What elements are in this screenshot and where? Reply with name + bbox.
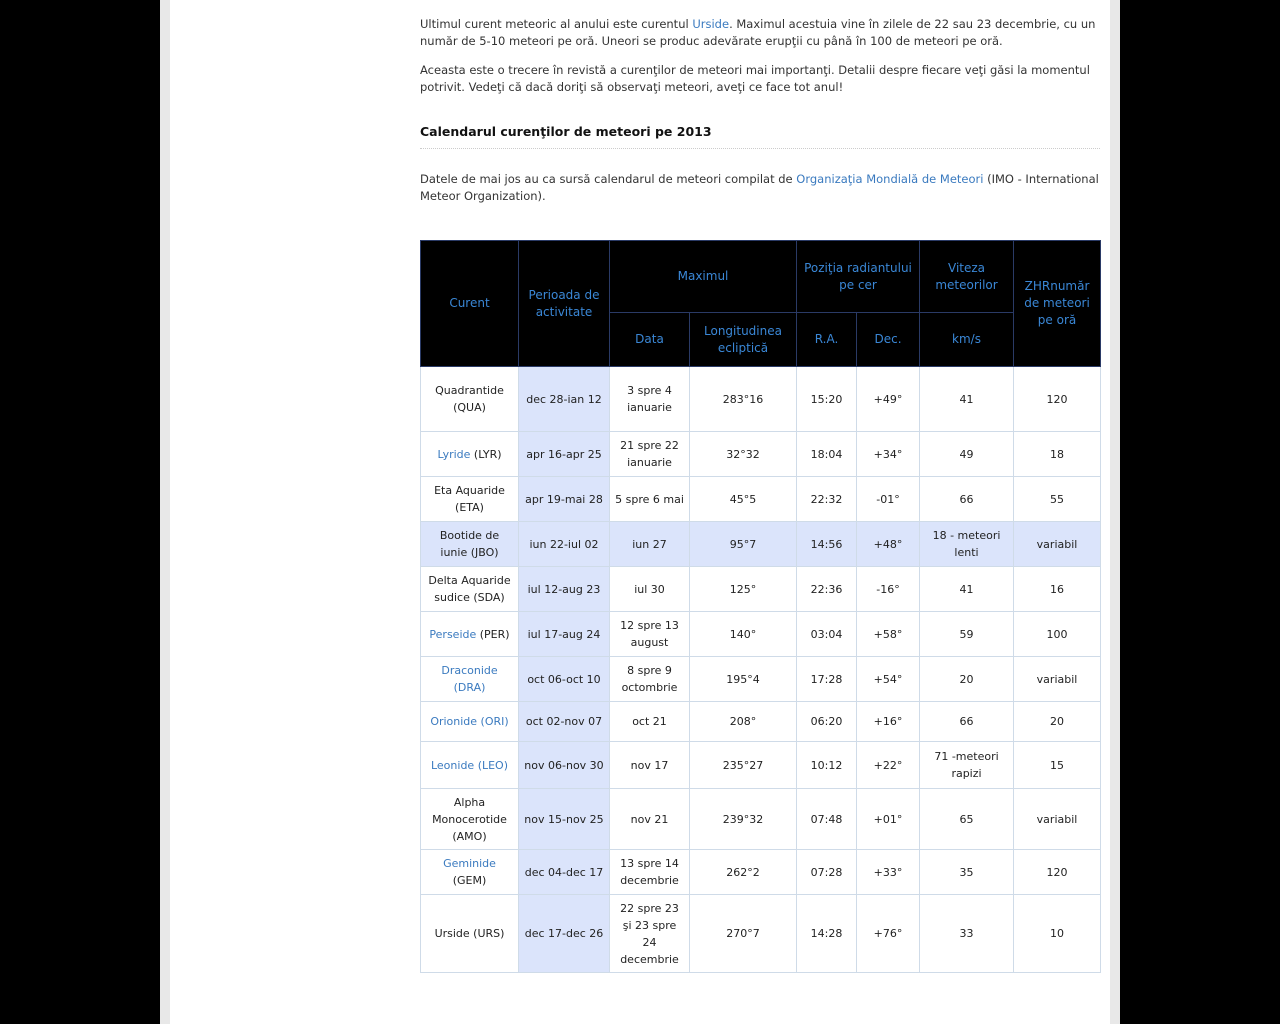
cell-speed: 71 -meteori rapizi	[920, 742, 1014, 789]
cell-curent	[421, 742, 519, 789]
cell-longitude: 283°16	[690, 367, 797, 432]
cell-period: dec 04-dec 17	[519, 850, 610, 895]
table-row	[421, 657, 1101, 702]
cell-period: nov 06-nov 30	[519, 742, 610, 789]
source-text: Datele de mai jos au ca sursă calendarul de meteori compilat de	[420, 172, 797, 186]
cell-period: oct 06-oct 10	[519, 657, 610, 702]
source-text-cont: (IMO - International Meteor Organization).	[420, 172, 1099, 203]
cell-zhr: 120	[1014, 850, 1101, 895]
cell-longitude: 32°32	[690, 432, 797, 477]
cell-speed: 66	[920, 477, 1014, 522]
cell-curent	[421, 702, 519, 742]
cell-ra: 14:56	[797, 522, 857, 567]
cell-period: iun 22-iul 02	[519, 522, 610, 567]
cell-dec: +58°	[857, 612, 920, 657]
shower-link[interactable]: Orionide (ORI)	[430, 715, 509, 728]
cell-zhr: variabil	[1014, 789, 1101, 850]
intro-text: Ultimul curent meteoric al anului este curentul	[420, 17, 693, 31]
calendar-body	[421, 367, 1101, 973]
cell-curent	[421, 657, 519, 702]
cell-period: iul 12-aug 23	[519, 567, 610, 612]
header-curent: Curent	[421, 241, 519, 367]
cell-date: 8 spre 9 octombrie	[610, 657, 690, 702]
cell-date: 22 spre 23 şi 23 spre 24 decembrie	[610, 895, 690, 973]
cell-longitude: 208°	[690, 702, 797, 742]
cell-dec: +16°	[857, 702, 920, 742]
shower-code: (PER)	[476, 627, 510, 641]
cell-longitude: 95°7	[690, 522, 797, 567]
cell-speed: 49	[920, 432, 1014, 477]
cell-ra: 22:36	[797, 567, 857, 612]
cell-zhr: 10	[1014, 895, 1101, 973]
cell-curent	[421, 612, 519, 657]
cell-speed: 41	[920, 567, 1014, 612]
cell-date: iul 30	[610, 567, 690, 612]
cell-longitude: 235°27	[690, 742, 797, 789]
imo-link[interactable]: Organizaţia Mondială de Meteori	[796, 172, 984, 186]
header-kms: km/s	[920, 313, 1014, 367]
cell-speed: 66	[920, 702, 1014, 742]
cell-curent: Eta Aquaride (ETA)	[421, 477, 519, 522]
table-row	[421, 850, 1101, 895]
cell-curent: Bootide de iunie (JBO)	[421, 522, 519, 567]
cell-period: apr 19-mai 28	[519, 477, 610, 522]
cell-ra: 03:04	[797, 612, 857, 657]
cell-dec: +76°	[857, 895, 920, 973]
header-zhr: ZHRnumăr de meteori pe oră	[1014, 241, 1101, 367]
cell-date: iun 27	[610, 522, 690, 567]
cell-longitude: 125°	[690, 567, 797, 612]
cell-date: nov 17	[610, 742, 690, 789]
cell-speed: 33	[920, 895, 1014, 973]
section-title: Calendarul curenţilor de meteori pe 2013	[420, 124, 1100, 149]
cell-period: dec 17-dec 26	[519, 895, 610, 973]
cell-longitude: 239°32	[690, 789, 797, 850]
cell-ra: 14:28	[797, 895, 857, 973]
table-row	[421, 567, 1101, 612]
cell-dec: +22°	[857, 742, 920, 789]
cell-date: 21 spre 22 ianuarie	[610, 432, 690, 477]
cell-zhr: 18	[1014, 432, 1101, 477]
cell-date: 5 spre 6 mai	[610, 477, 690, 522]
header-viteza: Viteza meteorilor	[920, 241, 1014, 313]
header-data: Data	[610, 313, 690, 367]
table-row	[421, 432, 1101, 477]
cell-dec: +34°	[857, 432, 920, 477]
cell-ra: 10:12	[797, 742, 857, 789]
cell-ra: 17:28	[797, 657, 857, 702]
cell-ra: 18:04	[797, 432, 857, 477]
cell-speed: 59	[920, 612, 1014, 657]
header-longitudinea: Longitudinea ecliptică	[690, 313, 797, 367]
cell-longitude: 195°4	[690, 657, 797, 702]
urside-link[interactable]: Urside	[692, 17, 730, 31]
cell-curent	[421, 850, 519, 895]
cell-ra: 07:48	[797, 789, 857, 850]
page-body	[170, 0, 1110, 1024]
cell-date: nov 21	[610, 789, 690, 850]
cell-curent: Delta Aquaride sudice (SDA)	[421, 567, 519, 612]
cell-date: oct 21	[610, 702, 690, 742]
cell-curent: Urside (URS)	[421, 895, 519, 973]
cell-speed: 41	[920, 367, 1014, 432]
table-row	[421, 702, 1101, 742]
cell-curent	[421, 432, 519, 477]
shower-link[interactable]: Leonide (LEO)	[430, 758, 509, 772]
header-dec: Dec.	[857, 313, 920, 367]
shower-link[interactable]: Geminide	[443, 857, 496, 870]
shower-link[interactable]: Lyride	[437, 447, 471, 461]
cell-longitude: 140°	[690, 612, 797, 657]
table-row	[421, 789, 1101, 850]
cell-ra: 07:28	[797, 850, 857, 895]
cell-speed: 35	[920, 850, 1014, 895]
cell-dec: +01°	[857, 789, 920, 850]
cell-longitude: 262°2	[690, 850, 797, 895]
cell-ra: 06:20	[797, 702, 857, 742]
intro-text-cont: . Maximul acestuia vine în zilele de 22 sau 23 decembrie, cu un număr de 5-10 meteori pe oră. Uneori se produc adevărate erupţii cu până în 100 de meteori pe oră.	[420, 17, 1096, 48]
table-row	[421, 742, 1101, 789]
cell-longitude: 45°5	[690, 477, 797, 522]
cell-zhr: 55	[1014, 477, 1101, 522]
cell-period: oct 02-nov 07	[519, 702, 610, 742]
overview-paragraph: Aceasta este o trecere în revistă a curenţilor de meteori mai importanţi. Detalii despre fiecare veţi găsi la momentul potrivit. Vedeţi că dacă doriţi să observaţi meteori, aveţi ce face tot anul!	[420, 63, 1090, 94]
source-paragraph	[420, 171, 1100, 205]
meteor-calendar-table	[420, 240, 1101, 973]
cell-zhr: 100	[1014, 612, 1101, 657]
shower-link[interactable]: Draconide (DRA)	[441, 664, 498, 694]
cell-date: 13 spre 14 decembrie	[610, 850, 690, 895]
cell-period: dec 28-ian 12	[519, 367, 610, 432]
cell-dec: +48°	[857, 522, 920, 567]
cell-dec: -16°	[857, 567, 920, 612]
shower-code: (GEM)	[452, 874, 487, 887]
header-maximul: Maximul	[610, 241, 797, 313]
header-ra: R.A.	[797, 313, 857, 367]
intro-paragraph-urside	[420, 16, 1100, 50]
cell-period: iul 17-aug 24	[519, 612, 610, 657]
page-frame	[160, 0, 1120, 1024]
table-row	[421, 367, 1101, 432]
cell-zhr: variabil	[1014, 522, 1101, 567]
header-perioada: Perioada de activitate	[519, 241, 610, 367]
cell-speed: 65	[920, 789, 1014, 850]
cell-zhr: 15	[1014, 742, 1101, 789]
cell-dec: +49°	[857, 367, 920, 432]
cell-ra: 15:20	[797, 367, 857, 432]
cell-period: nov 15-nov 25	[519, 789, 610, 850]
cell-curent: Alpha Monocerotide (AMO)	[421, 789, 519, 850]
shower-code: (LYR)	[470, 447, 502, 461]
cell-speed: 20	[920, 657, 1014, 702]
shower-link[interactable]: Perseide	[429, 627, 477, 641]
table-row	[421, 477, 1101, 522]
cell-zhr: variabil	[1014, 657, 1101, 702]
table-row	[421, 612, 1101, 657]
cell-dec: +33°	[857, 850, 920, 895]
cell-zhr: 20	[1014, 702, 1101, 742]
header-pozitia: Poziţia radiantului pe cer	[797, 241, 920, 313]
cell-longitude: 270°7	[690, 895, 797, 973]
cell-date: 3 spre 4 ianuarie	[610, 367, 690, 432]
cell-ra: 22:32	[797, 477, 857, 522]
cell-period: apr 16-apr 25	[519, 432, 610, 477]
cell-date: 12 spre 13 august	[610, 612, 690, 657]
cell-curent: Quadrantide (QUA)	[421, 367, 519, 432]
cell-dec: -01°	[857, 477, 920, 522]
table-row	[421, 895, 1101, 973]
cell-zhr: 120	[1014, 367, 1101, 432]
table-row	[421, 522, 1101, 567]
cell-zhr: 16	[1014, 567, 1101, 612]
cell-dec: +54°	[857, 657, 920, 702]
cell-speed: 18 - meteori lenti	[920, 522, 1014, 567]
